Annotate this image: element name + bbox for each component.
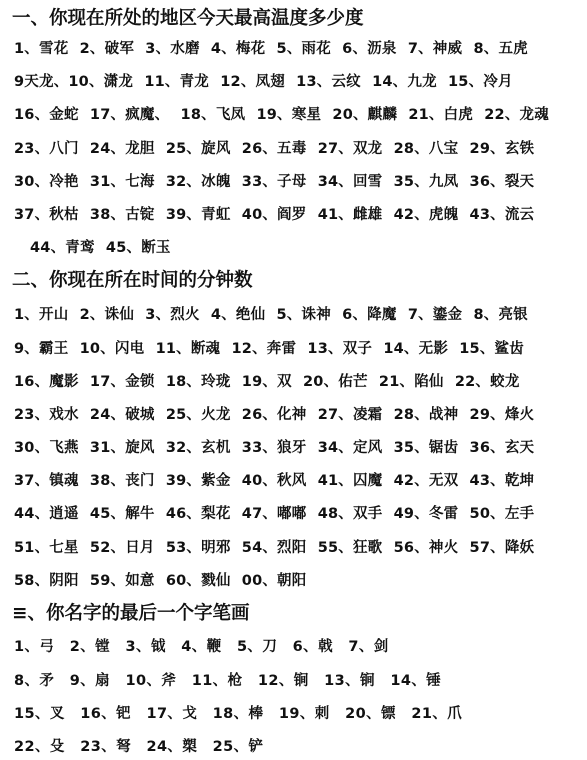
section1-line: 16、金蛇 17、疯魔、 18、飞凤 19、寒星 20、麒麟 21、白虎 22、龙魂	[14, 107, 549, 123]
section3-line: 1、弓 2、镗 3、钺 4、鞭 5、刀 6、戟 7、剑	[14, 639, 389, 655]
section2-line: 1、开山 2、诛仙 3、烈火 4、绝仙 5、诛神 6、降魔 7、鎏金 8、亮银	[14, 307, 528, 323]
section2-line: 9、霸王 10、闪电 11、断魂 12、奔雷 13、双子 14、无影 15、鲨齿	[14, 341, 524, 357]
section1-line: 30、冷艳 31、七海 32、冰魄 33、子母 34、回雪 35、九凤 36、裂天	[14, 174, 535, 190]
section2-line: 44、逍遥 45、解牛 46、梨花 47、嘟嘟 48、双手 49、冬雷 50、左手	[14, 506, 535, 522]
section1-line: 37、秋枯 38、古锭 39、青虹 40、阎罗 41、雌雄 42、虎魄 43、流云	[14, 207, 535, 223]
section1-line: 1、雪花 2、破军 3、水磨 4、梅花 5、雨花 6、沥泉 7、神威 8、五虎	[14, 41, 528, 57]
section2-title: 二、你现在所在时间的分钟数	[12, 270, 253, 291]
section1-title: 一、你现在所处的地区今天最高温度多少度	[12, 8, 364, 29]
section1-line: 44、青鸾 45、断玉	[30, 240, 171, 256]
section1-line: 9天龙、10、潇龙 11、青龙 12、凤翅 13、云纹 14、九龙 15、冷月	[14, 74, 513, 90]
section3-title: ≡、你名字的最后一个字笔画	[12, 603, 250, 624]
section3-line: 15、叉 16、钯 17、戈 18、棒 19、刺 20、镖 21、爪	[14, 706, 463, 722]
section3-line: 22、殳 23、弩 24、槊 25、铲	[14, 739, 264, 755]
section2-line: 16、魔影 17、金锁 18、玲珑 19、双 20、佑芒 21、陷仙 22、蛟龙	[14, 374, 520, 390]
section3-line: 8、矛 9、扇 10、斧 11、枪 12、锏 13、锏 14、锤	[14, 673, 442, 689]
section2-line: 37、镇魂 38、丧门 39、紫金 40、秋风 41、囚魔 42、无双 43、乾坤	[14, 473, 535, 489]
section1-line: 23、八门 24、龙胆 25、旋风 26、五毒 27、双龙 28、八宝 29、玄铁	[14, 141, 535, 157]
section2-line: 58、阴阳 59、如意 60、戮仙 00、朝阳	[14, 573, 307, 589]
section2-line: 23、戏水 24、破城 25、火龙 26、化神 27、凌霜 28、战神 29、烽火	[14, 407, 535, 423]
section2-line: 30、飞燕 31、旋风 32、玄机 33、狼牙 34、定风 35、锯齿 36、玄天	[14, 440, 535, 456]
section2-line: 51、七星 52、日月 53、明邪 54、烈阳 55、狂歌 56、神火 57、降妖	[14, 540, 535, 556]
